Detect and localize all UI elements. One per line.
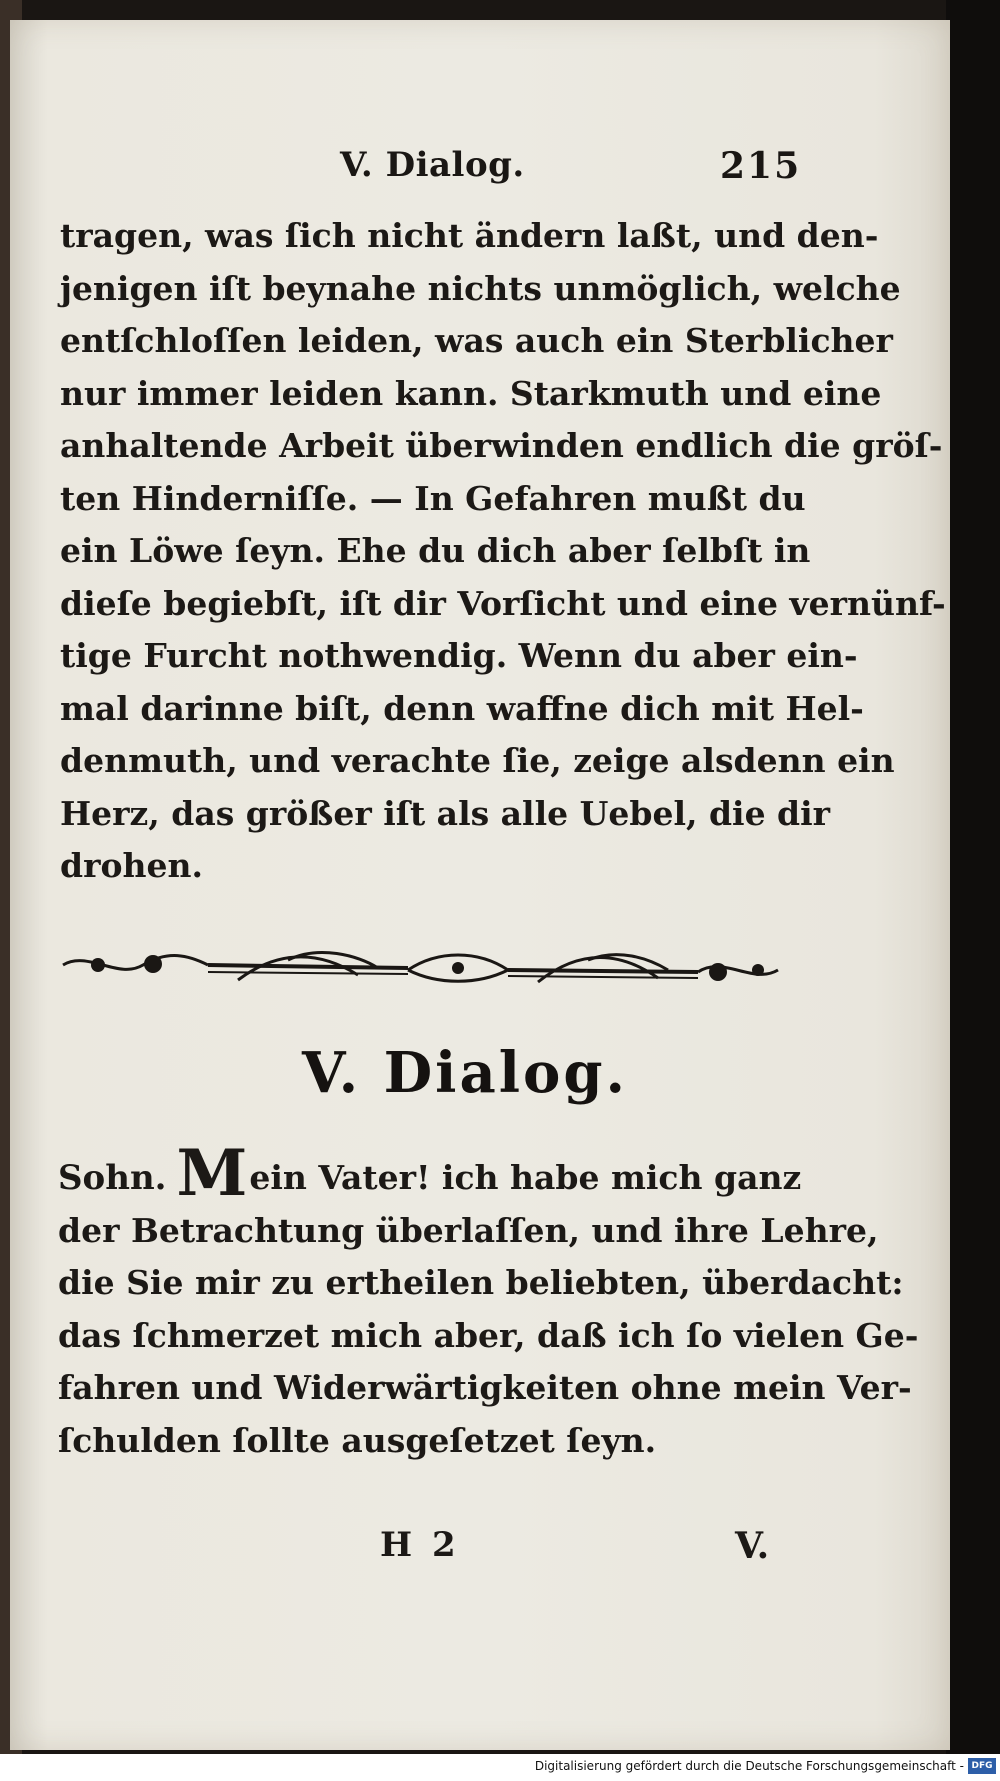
running-head xyxy=(0,145,1000,195)
text-line: ein Vater! ich habe mich ganz xyxy=(249,1158,802,1197)
text-line: tige Furcht nothwendig. Wenn du aber ein- xyxy=(60,636,858,675)
running-title: V. Dialog. xyxy=(340,145,525,185)
text-line: nur immer leiden kann. Starkmuth und eine xyxy=(60,373,882,413)
text-line: ſchulden ſollte ausgeſetzet ſeyn. xyxy=(58,1420,657,1460)
signature-mark: H 2 xyxy=(380,1525,460,1565)
paragraph-continued xyxy=(60,210,946,893)
dfg-logo-icon: DFG xyxy=(968,1758,996,1774)
speaker-label: Sohn. xyxy=(58,1158,167,1198)
digitization-footer xyxy=(0,1754,1000,1781)
catchword: V. xyxy=(735,1525,770,1567)
text-line: ten Hinderniſſe. — In Gefahren mußt du xyxy=(60,478,806,518)
text-line: Herz, das größer iſt als alle Uebel, die dir xyxy=(60,793,831,833)
text-line: jenigen iſt beynahe nichts unmöglich, welche xyxy=(60,268,901,308)
digitization-credit: Digitalisierung gefördert durch die Deutsche Forschungsgemeinschaft - xyxy=(534,1759,964,1773)
text-line: dieſe begiebſt, iſt dir Vorſicht und eine vernünf- xyxy=(60,583,946,623)
decorative-ornament-divider xyxy=(58,930,784,1000)
text-line: ein Löwe ſeyn. Ehe du dich aber ſelbſt in xyxy=(60,531,811,570)
dialog-first-line xyxy=(58,1136,802,1211)
text-line: das ſchmerzet mich aber, daß ich ſo vielen Ge- xyxy=(58,1315,919,1355)
text-line: anhaltende Arbeit überwinden endlich die gröſ- xyxy=(60,426,943,465)
dialog-paragraph xyxy=(58,1136,919,1465)
text-line: denmuth, und verachte ſie, zeige alsdenn ein xyxy=(60,741,895,780)
decorated-initial: M xyxy=(176,1136,248,1211)
text-line: tragen, was ſich nicht ändern laßt, und den- xyxy=(60,216,879,255)
scan-background-right xyxy=(946,0,1000,1781)
text-line: der Betrachtung überlaſſen, und ihre Lehre, xyxy=(58,1210,879,1250)
text-line: mal darinne biſt, denn waffne dich mit Hel- xyxy=(60,688,864,728)
section-heading: V. Dialog. xyxy=(301,1040,629,1106)
page-number: 215 xyxy=(720,145,802,187)
text-line: drohen. xyxy=(60,846,203,885)
text-line: die Sie mir zu ertheilen beliebten, überdacht: xyxy=(58,1263,904,1302)
text-line: entſchloſſen leiden, was auch ein Sterblicher xyxy=(60,321,893,360)
text-line: fahren und Widerwärtigkeiten ohne mein Ver- xyxy=(58,1368,912,1407)
